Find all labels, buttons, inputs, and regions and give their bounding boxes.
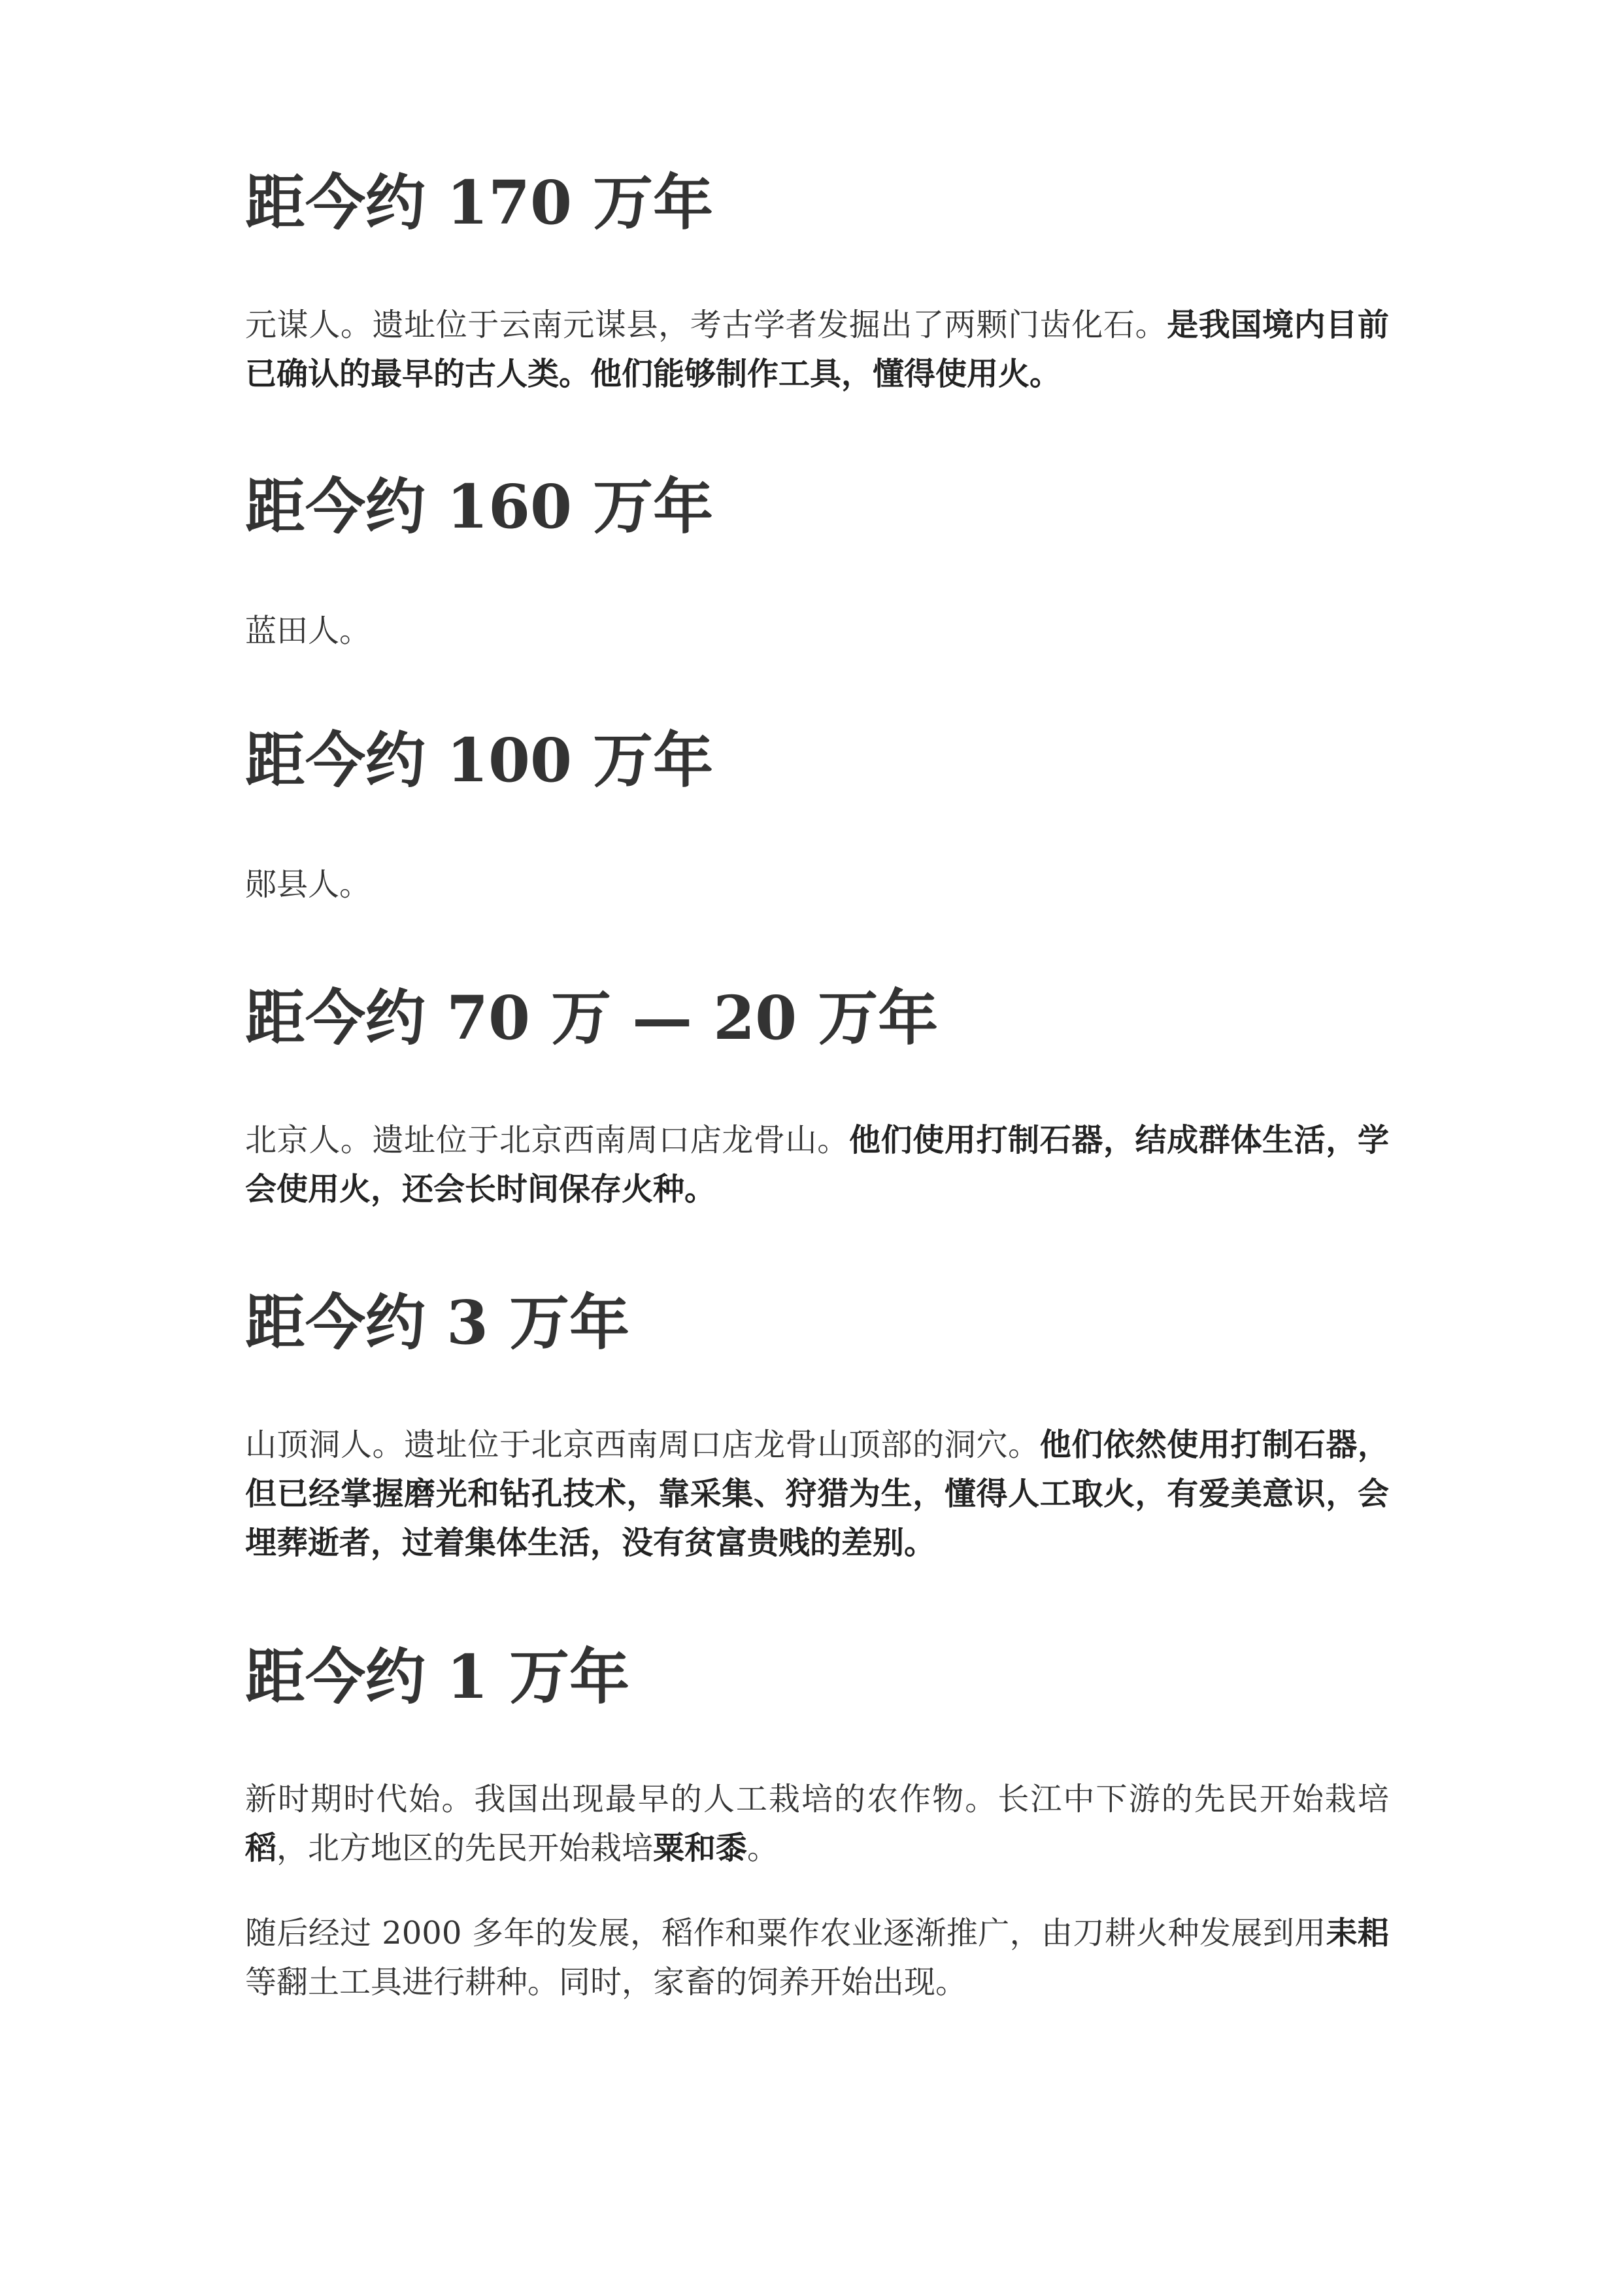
- section-paragraph: [245, 1909, 1389, 2007]
- section-70-20: [245, 982, 1389, 1214]
- section-paragraph: [245, 860, 1389, 909]
- section-heading: 距今约 100 万年: [245, 725, 714, 796]
- section-heading: 距今约 3 万年: [245, 1287, 630, 1358]
- section-170: [245, 167, 1389, 399]
- section-100: [245, 724, 1389, 909]
- paragraph-bold-text: 粟和黍: [653, 1830, 748, 1866]
- paragraph-bold-text: 耒耜: [1326, 1915, 1389, 1951]
- section-heading: 距今约 160 万年: [245, 471, 714, 542]
- section-heading: 距今约 70 万 — 20 万年: [245, 983, 939, 1053]
- section-paragraph: [245, 301, 1389, 399]
- section-heading: 距今约 1 万年: [245, 1642, 630, 1712]
- paragraph-text: ，北方地区的先民开始栽培: [276, 1830, 654, 1866]
- paragraph-bold-text: 稻: [245, 1830, 277, 1866]
- paragraph-text: 新时期时代始。我国出现最早的人工栽培的农作物。长江中下游的先民开始栽培: [245, 1781, 1389, 1817]
- paragraph-text: 蓝田人。: [245, 613, 371, 649]
- section-paragraph: [245, 607, 1389, 656]
- paragraph-text: 元谋人。遗址位于云南元谋县，考古学者发掘出了两颗门齿化石。: [245, 307, 1167, 343]
- section-160: [245, 471, 1389, 656]
- paragraph-text: 。: [747, 1830, 779, 1866]
- paragraph-bold-text: 是我国境内目前已确认的最早的古人类。他们能够制作工具，懂得使用火。: [245, 307, 1389, 392]
- section-paragraph: [245, 1116, 1389, 1214]
- section-heading: 距今约 170 万年: [245, 167, 714, 238]
- section-1: [245, 1641, 1389, 2007]
- paragraph-text: 等翻土工具进行耕种。同时，家畜的饲养开始出现。: [245, 1964, 967, 2001]
- paragraph-text: 北京人。遗址位于北京西南周口店龙骨山。: [245, 1122, 849, 1158]
- paragraph-bold-text: 他们依然使用打制石器，但已经掌握磨光和钻孔技术，靠采集、狩猎为生，懂得人工取火，有爱美意识，会埋葬逝者，过着集体生活，没有贫富贵贱的差别。: [245, 1427, 1389, 1561]
- paragraph-text: 郧县人。: [245, 866, 371, 903]
- paragraph-text: 山顶洞人。遗址位于北京西南周口店龙骨山顶部的洞穴。: [245, 1427, 1040, 1463]
- section-paragraph: [245, 1421, 1389, 1568]
- paragraph-text: 随后经过 2000 多年的发展，稻作和粟作农业逐渐推广，由刀耕火种发展到用: [245, 1915, 1326, 1951]
- paragraph-bold-text: 他们使用打制石器，结成群体生活，学会使用火，还会长时间保存火种。: [245, 1122, 1389, 1207]
- section-3: [245, 1287, 1389, 1568]
- section-paragraph: [245, 1775, 1389, 1873]
